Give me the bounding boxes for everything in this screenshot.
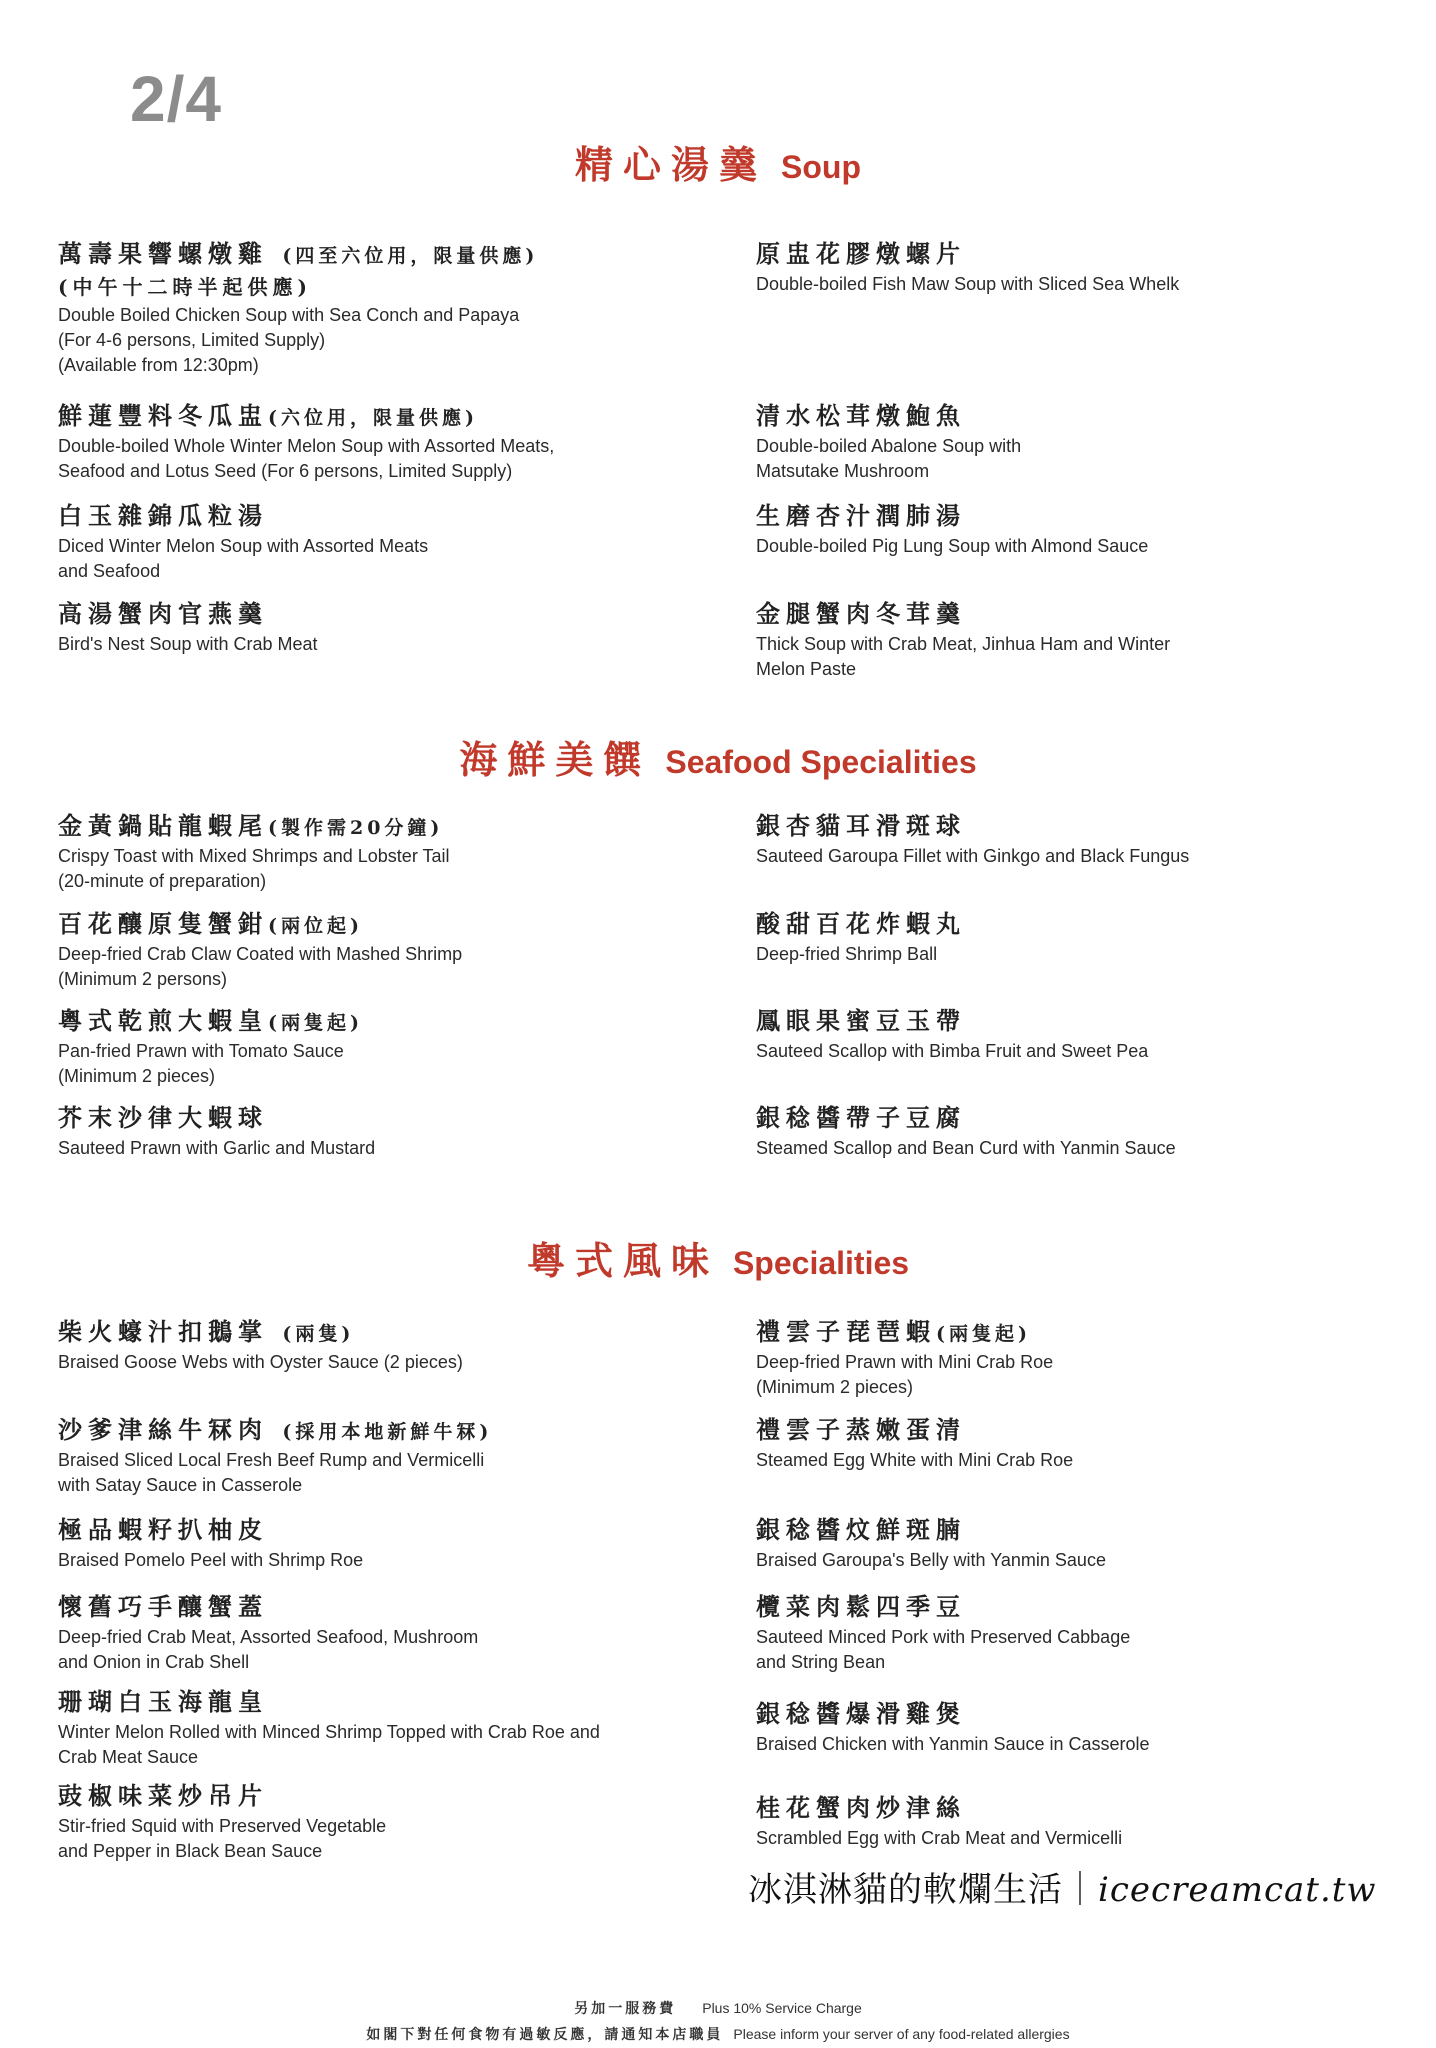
menu-item: [756, 496, 1396, 559]
dish-name-en: Steamed Egg White with Mini Crab Roe: [756, 1450, 1074, 1470]
section-heading-seafood: [0, 729, 1436, 784]
dish-name-en: Double Boiled Chicken Soup with Sea Conch and Papaya (For 4-6 persons, Limited Supply) (Available from 12:30pm): [58, 305, 520, 375]
dish-name-en: Steamed Scallop and Bean Curd with Yanmin Sauce: [756, 1138, 1176, 1158]
dish-name-en: Double-boiled Fish Maw Soup with Sliced Sea Whelk: [756, 274, 1180, 294]
dish-name-en: Sauteed Garoupa Fillet with Ginkgo and Black Fungus: [756, 846, 1190, 866]
dish-name-zh: 鮮蓮豐料冬瓜盅: [58, 401, 268, 430]
dish-name-zh: 極品蝦籽扒柚皮: [58, 1515, 268, 1544]
watermark-separator: ｜: [1063, 1870, 1098, 1910]
menu-item: [58, 806, 698, 894]
dish-name-en: Crispy Toast with Mixed Shrimps and Lobster Tail (20-minute of preparation): [58, 846, 450, 891]
dish-name-en: Diced Winter Melon Soup with Assorted Meats and Seafood: [58, 536, 429, 581]
dish-name-en: Braised Pomelo Peel with Shrimp Roe: [58, 1550, 364, 1570]
menu-item: [58, 496, 698, 584]
dish-name-en: Winter Melon Rolled with Minced Shrimp Topped with Crab Roe and Crab Meat Sauce: [58, 1722, 600, 1767]
section-title-en: Seafood Specialities: [665, 744, 977, 780]
dish-note2-zh: (中午十二時半起供應): [58, 275, 312, 299]
dish-name-en: Thick Soup with Crab Meat, Jinhua Ham and Winter Melon Paste: [756, 634, 1171, 679]
menu-item: [756, 1510, 1396, 1573]
dish-name-en: Braised Chicken with Yanmin Sauce in Casserole: [756, 1734, 1150, 1754]
dish-name-zh: 銀稔醬炆鮮斑腩: [756, 1515, 966, 1544]
menu-item: [58, 1776, 698, 1864]
dish-name-zh: 原盅花膠燉螺片: [756, 239, 966, 268]
dish-name-zh: 禮雲子蒸嫩蛋清: [756, 1415, 966, 1444]
dish-note-zh: (兩隻): [282, 1323, 355, 1345]
dish-name-zh: 銀杏貓耳滑斑球: [756, 811, 966, 840]
dish-name-en: Scrambled Egg with Crab Meat and Vermicelli: [756, 1828, 1123, 1848]
section-title-zh: 粵式風味: [526, 1238, 719, 1283]
dish-name-zh: 桂花蟹肉炒津絲: [756, 1793, 966, 1822]
dish-name-zh: 沙爹津絲牛冧肉: [58, 1415, 268, 1444]
dish-name-en: Deep-fried Prawn with Mini Crab Roe (Minimum 2 pieces): [756, 1352, 1054, 1397]
watermark-site: icecreamcat.tw: [1098, 1870, 1377, 1910]
dish-name-zh: 清水松茸燉鮑魚: [756, 401, 966, 430]
dish-name-en: Bird's Nest Soup with Crab Meat: [58, 634, 318, 654]
dish-name-en: Pan-fried Prawn with Tomato Sauce (Minimum 2 pieces): [58, 1041, 344, 1086]
dish-note-zh: (採用本地新鮮牛冧): [282, 1421, 493, 1443]
dish-name-zh: 懷舊巧手釀蟹蓋: [58, 1592, 268, 1621]
dish-name-en: Braised Goose Webs with Oyster Sauce (2 pieces): [58, 1352, 463, 1372]
menu-item: [58, 1312, 698, 1375]
dish-name-zh: 禮雲子琵琶蝦: [756, 1317, 936, 1346]
dish-name-en: Braised Sliced Local Fresh Beef Rump and Vermicelli with Satay Sauce in Casserole: [58, 1450, 485, 1495]
dish-name-en: Deep-fried Crab Meat, Assorted Seafood, Mushroom and Onion in Crab Shell: [58, 1627, 479, 1672]
dish-name-zh: 萬壽果響螺燉雞: [58, 239, 268, 268]
dish-note-zh: (兩隻起): [936, 1323, 1031, 1345]
section-heading-specialities: [0, 1230, 1436, 1285]
section-title-en: Specialities: [732, 1245, 910, 1281]
section-title-zh: 精心湯羹: [575, 142, 768, 187]
menu-item: [58, 1410, 698, 1498]
menu-item: [58, 1098, 698, 1161]
watermark-name: 冰淇淋貓的軟爛生活: [748, 1870, 1063, 1910]
dish-name-en: Deep-fried Shrimp Ball: [756, 944, 938, 964]
dish-note-zh: (兩隻起): [268, 1012, 363, 1034]
dish-name-en: Double-boiled Whole Winter Melon Soup with Assorted Meats, Seafood and Lotus Seed (For 6 persons, Limited Supply): [58, 436, 555, 481]
dish-name-zh: 柴火蠔汁扣鵝掌: [58, 1317, 268, 1346]
menu-item: [756, 1410, 1396, 1473]
dish-name-en: Double-boiled Pig Lung Soup with Almond Sauce: [756, 536, 1149, 556]
menu-item: [58, 1510, 698, 1573]
allergy-en: Please inform your server of any food-related allergies: [733, 2026, 1070, 2042]
dish-name-zh: 高湯蟹肉官燕羹: [58, 599, 268, 628]
section-title-en: Soup: [781, 149, 861, 185]
dish-name-zh: 芥末沙律大蝦球: [58, 1103, 268, 1132]
menu-item: [58, 1682, 738, 1770]
menu-item: [58, 396, 698, 484]
menu-item: [756, 806, 1396, 869]
dish-name-zh: 生磨杏汁潤肺湯: [756, 501, 966, 530]
dish-name-zh: 白玉雜錦瓜粒湯: [58, 501, 268, 530]
dish-name-zh: 欖菜肉鬆四季豆: [756, 1592, 966, 1621]
dish-name-zh: 酸甜百花炸蝦丸: [756, 909, 966, 938]
allergy-zh: 如閣下對任何食物有過敏反應，請通知本店職員: [366, 2027, 724, 2043]
section-title-zh: 海鮮美饌: [459, 737, 652, 782]
blog-watermark: [748, 1862, 1377, 1911]
menu-item: [58, 594, 698, 657]
dish-name-en: Stir-fried Squid with Preserved Vegetable and Pepper in Black Bean Sauce: [58, 1816, 387, 1861]
dish-note-zh: (四至六位用，限量供應): [282, 245, 539, 267]
dish-name-en: Sauteed Minced Pork with Preserved Cabbage and String Bean: [756, 1627, 1131, 1672]
dish-name-en: Double-boiled Abalone Soup with Matsutake Mushroom: [756, 436, 1022, 481]
dish-name-zh: 百花釀原隻蟹鉗: [58, 909, 268, 938]
dish-name-zh: 金黃鍋貼龍蝦尾: [58, 811, 268, 840]
dish-note-zh: (製作需20分鐘): [268, 817, 444, 839]
menu-item: [756, 396, 1396, 484]
menu-item: [58, 1001, 698, 1089]
menu-item: [756, 1098, 1396, 1161]
service-charge-note: [0, 1998, 1436, 2018]
menu-item: [756, 1587, 1396, 1675]
page-number: 2/4: [130, 63, 222, 135]
menu-item: [58, 1587, 698, 1675]
dish-name-zh: 銀稔醬爆滑雞煲: [756, 1699, 966, 1728]
dish-note-zh: (兩位起): [268, 915, 363, 937]
dish-name-en: Sauteed Prawn with Garlic and Mustard: [58, 1138, 376, 1158]
dish-name-en: Deep-fried Crab Claw Coated with Mashed Shrimp (Minimum 2 persons): [58, 944, 463, 989]
menu-item: [756, 1694, 1396, 1757]
allergy-note: [0, 2024, 1436, 2044]
dish-name-zh: 豉椒味菜炒吊片: [58, 1781, 268, 1810]
section-heading-soup: [0, 134, 1436, 189]
menu-item: [756, 234, 1396, 297]
dish-name-zh: 粵式乾煎大蝦皇: [58, 1006, 268, 1035]
dish-note-zh: (六位用，限量供應): [268, 407, 478, 429]
menu-item: [756, 904, 1396, 967]
dish-name-en: Sauteed Scallop with Bimba Fruit and Sweet Pea: [756, 1041, 1149, 1061]
dish-name-zh: 銀稔醬帶子豆腐: [756, 1103, 966, 1132]
menu-item: [756, 1001, 1396, 1064]
dish-name-zh: 金腿蟹肉冬茸羹: [756, 599, 966, 628]
dish-name-en: Braised Garoupa's Belly with Yanmin Sauce: [756, 1550, 1106, 1570]
menu-item: [58, 234, 698, 378]
service-charge-en: Plus 10% Service Charge: [702, 2000, 862, 2016]
menu-item: [756, 1788, 1396, 1851]
dish-name-zh: 珊瑚白玉海龍皇: [58, 1687, 268, 1716]
menu-item: [756, 1312, 1396, 1400]
menu-item: [58, 904, 698, 992]
dish-name-zh: 鳳眼果蜜豆玉帶: [756, 1006, 966, 1035]
service-charge-zh: 另加一服務費: [574, 2001, 677, 2017]
menu-item: [756, 594, 1396, 682]
